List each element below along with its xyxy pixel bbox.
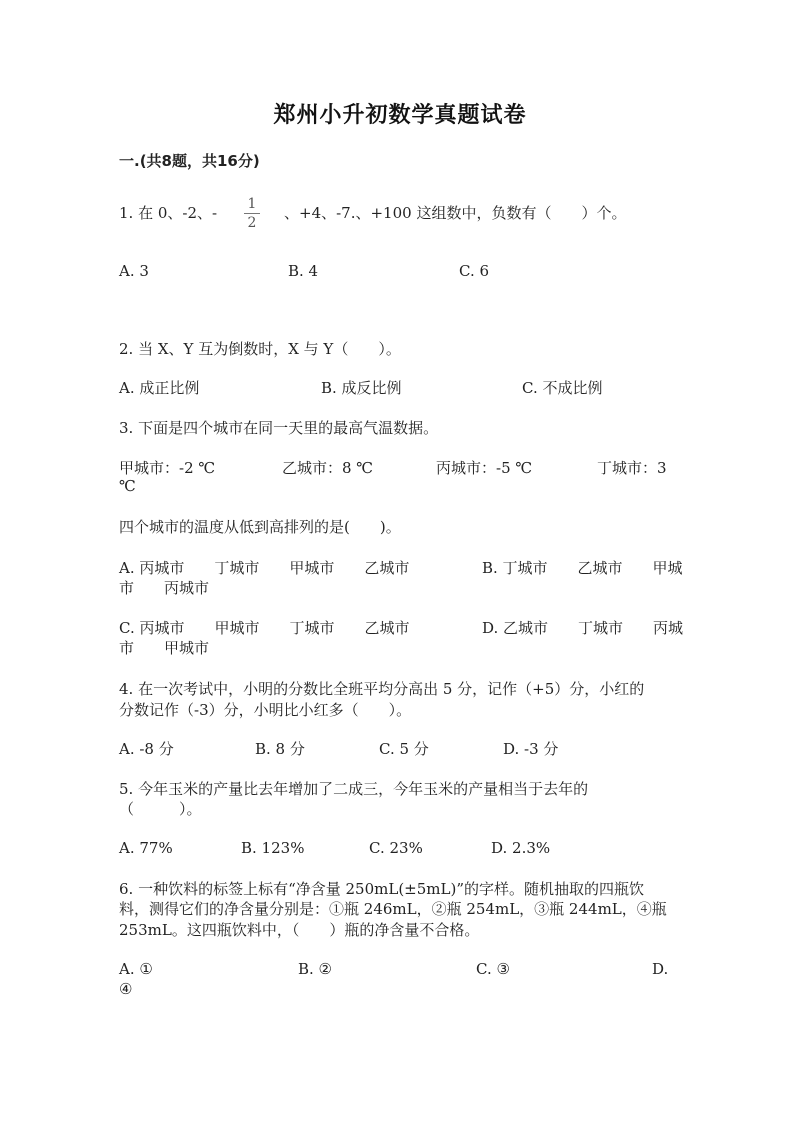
q3-data-yi: 乙城市：8 ℃ xyxy=(282,459,374,477)
q4-line1: 4. 在一次考试中，小明的分数比全班平均分高出 5 分，记作（+5）分，小红的 xyxy=(119,680,645,698)
q6-line2: 料，测得它们的净含量分别是：①瓶 246mL，②瓶 254mL，③瓶 244mL，④瓶 xyxy=(119,900,667,918)
q2-option-a[interactable]: A. 成正比例 xyxy=(119,379,200,397)
q6-line1: 6. 一种饮料的标签上标有“净含量 250mL(±5mL)”的字样。随机抽取的四瓶饮 xyxy=(119,880,645,898)
fraction-bar xyxy=(244,213,260,214)
page-title: 郑州小升初数学真题试卷 xyxy=(273,103,527,128)
q2-text: 2. 当 X、Y 互为倒数时，X 与 Y（ ）。 xyxy=(119,340,401,358)
q3-data-wrap: ℃ xyxy=(119,477,136,495)
q6-option-c[interactable]: C. ③ xyxy=(476,960,510,978)
q3-text: 3. 下面是四个城市在同一天里的最高气温数据。 xyxy=(119,419,439,437)
q5-option-c[interactable]: C. 23% xyxy=(369,839,423,857)
q1-option-c[interactable]: C. 6 xyxy=(459,262,490,280)
q6-option-d[interactable]: D. xyxy=(652,960,669,978)
q1-prefix: 1. 在 0、-2、- xyxy=(119,204,218,222)
q3-data-bing: 丙城市：-5 ℃ xyxy=(436,459,533,477)
q4-option-b[interactable]: B. 8 分 xyxy=(255,740,305,758)
q6-option-d-wrap[interactable]: ④ xyxy=(119,980,133,998)
q3-option-c[interactable]: C. 丙城市 甲城市 丁城市 乙城市 xyxy=(119,619,410,637)
q3-data-ding: 丁城市：3 xyxy=(597,459,667,477)
q6-line3: 253mL。这四瓶饮料中，（ ）瓶的净含量不合格。 xyxy=(119,921,480,939)
q3-option-a[interactable]: A. 丙城市 丁城市 甲城市 乙城市 xyxy=(119,559,410,577)
q3-option-b-wrap[interactable]: 市 丙城市 xyxy=(119,579,210,597)
section-heading: 一.(共8题，共16分) xyxy=(119,152,260,170)
q3-data-jia: 甲城市：-2 ℃ xyxy=(119,459,216,477)
q2-option-c[interactable]: C. 不成比例 xyxy=(522,379,603,397)
q3-option-d[interactable]: D. 乙城市 丁城市 丙城 xyxy=(482,619,684,637)
q4-option-a[interactable]: A. -8 分 xyxy=(119,740,174,758)
fraction-denominator: 2 xyxy=(247,215,257,231)
q5-option-b[interactable]: B. 123% xyxy=(241,839,305,857)
q5-option-a[interactable]: A. 77% xyxy=(119,839,173,857)
q1-option-b[interactable]: B. 4 xyxy=(288,262,319,280)
q2-option-b[interactable]: B. 成反比例 xyxy=(321,379,402,397)
q6-option-b[interactable]: B. ② xyxy=(298,960,333,978)
q3-question: 四个城市的温度从低到高排列的是( )。 xyxy=(119,518,401,536)
q1-fraction xyxy=(244,196,260,231)
q3-option-b[interactable]: B. 丁城市 乙城市 甲城 xyxy=(482,559,683,577)
q3-option-d-wrap[interactable]: 市 甲城市 xyxy=(119,639,210,657)
q4-option-c[interactable]: C. 5 分 xyxy=(379,740,429,758)
q5-option-d[interactable]: D. 2.3% xyxy=(491,839,551,857)
fraction-numerator: 1 xyxy=(247,196,257,212)
q5-line1: 5. 今年玉米的产量比去年增加了二成三，今年玉米的产量相当于去年的 xyxy=(119,780,589,798)
q1-suffix: 、+4、-7.、+100 这组数中，负数有（ ）个。 xyxy=(284,204,627,222)
q5-line2: （ ）。 xyxy=(119,800,202,818)
q6-option-a[interactable]: A. ① xyxy=(119,960,153,978)
q4-option-d[interactable]: D. -3 分 xyxy=(503,740,559,758)
q1-option-a[interactable]: A. 3 xyxy=(119,262,149,280)
q4-line2: 分数记作（-3）分，小明比小红多（ ）。 xyxy=(119,701,412,719)
